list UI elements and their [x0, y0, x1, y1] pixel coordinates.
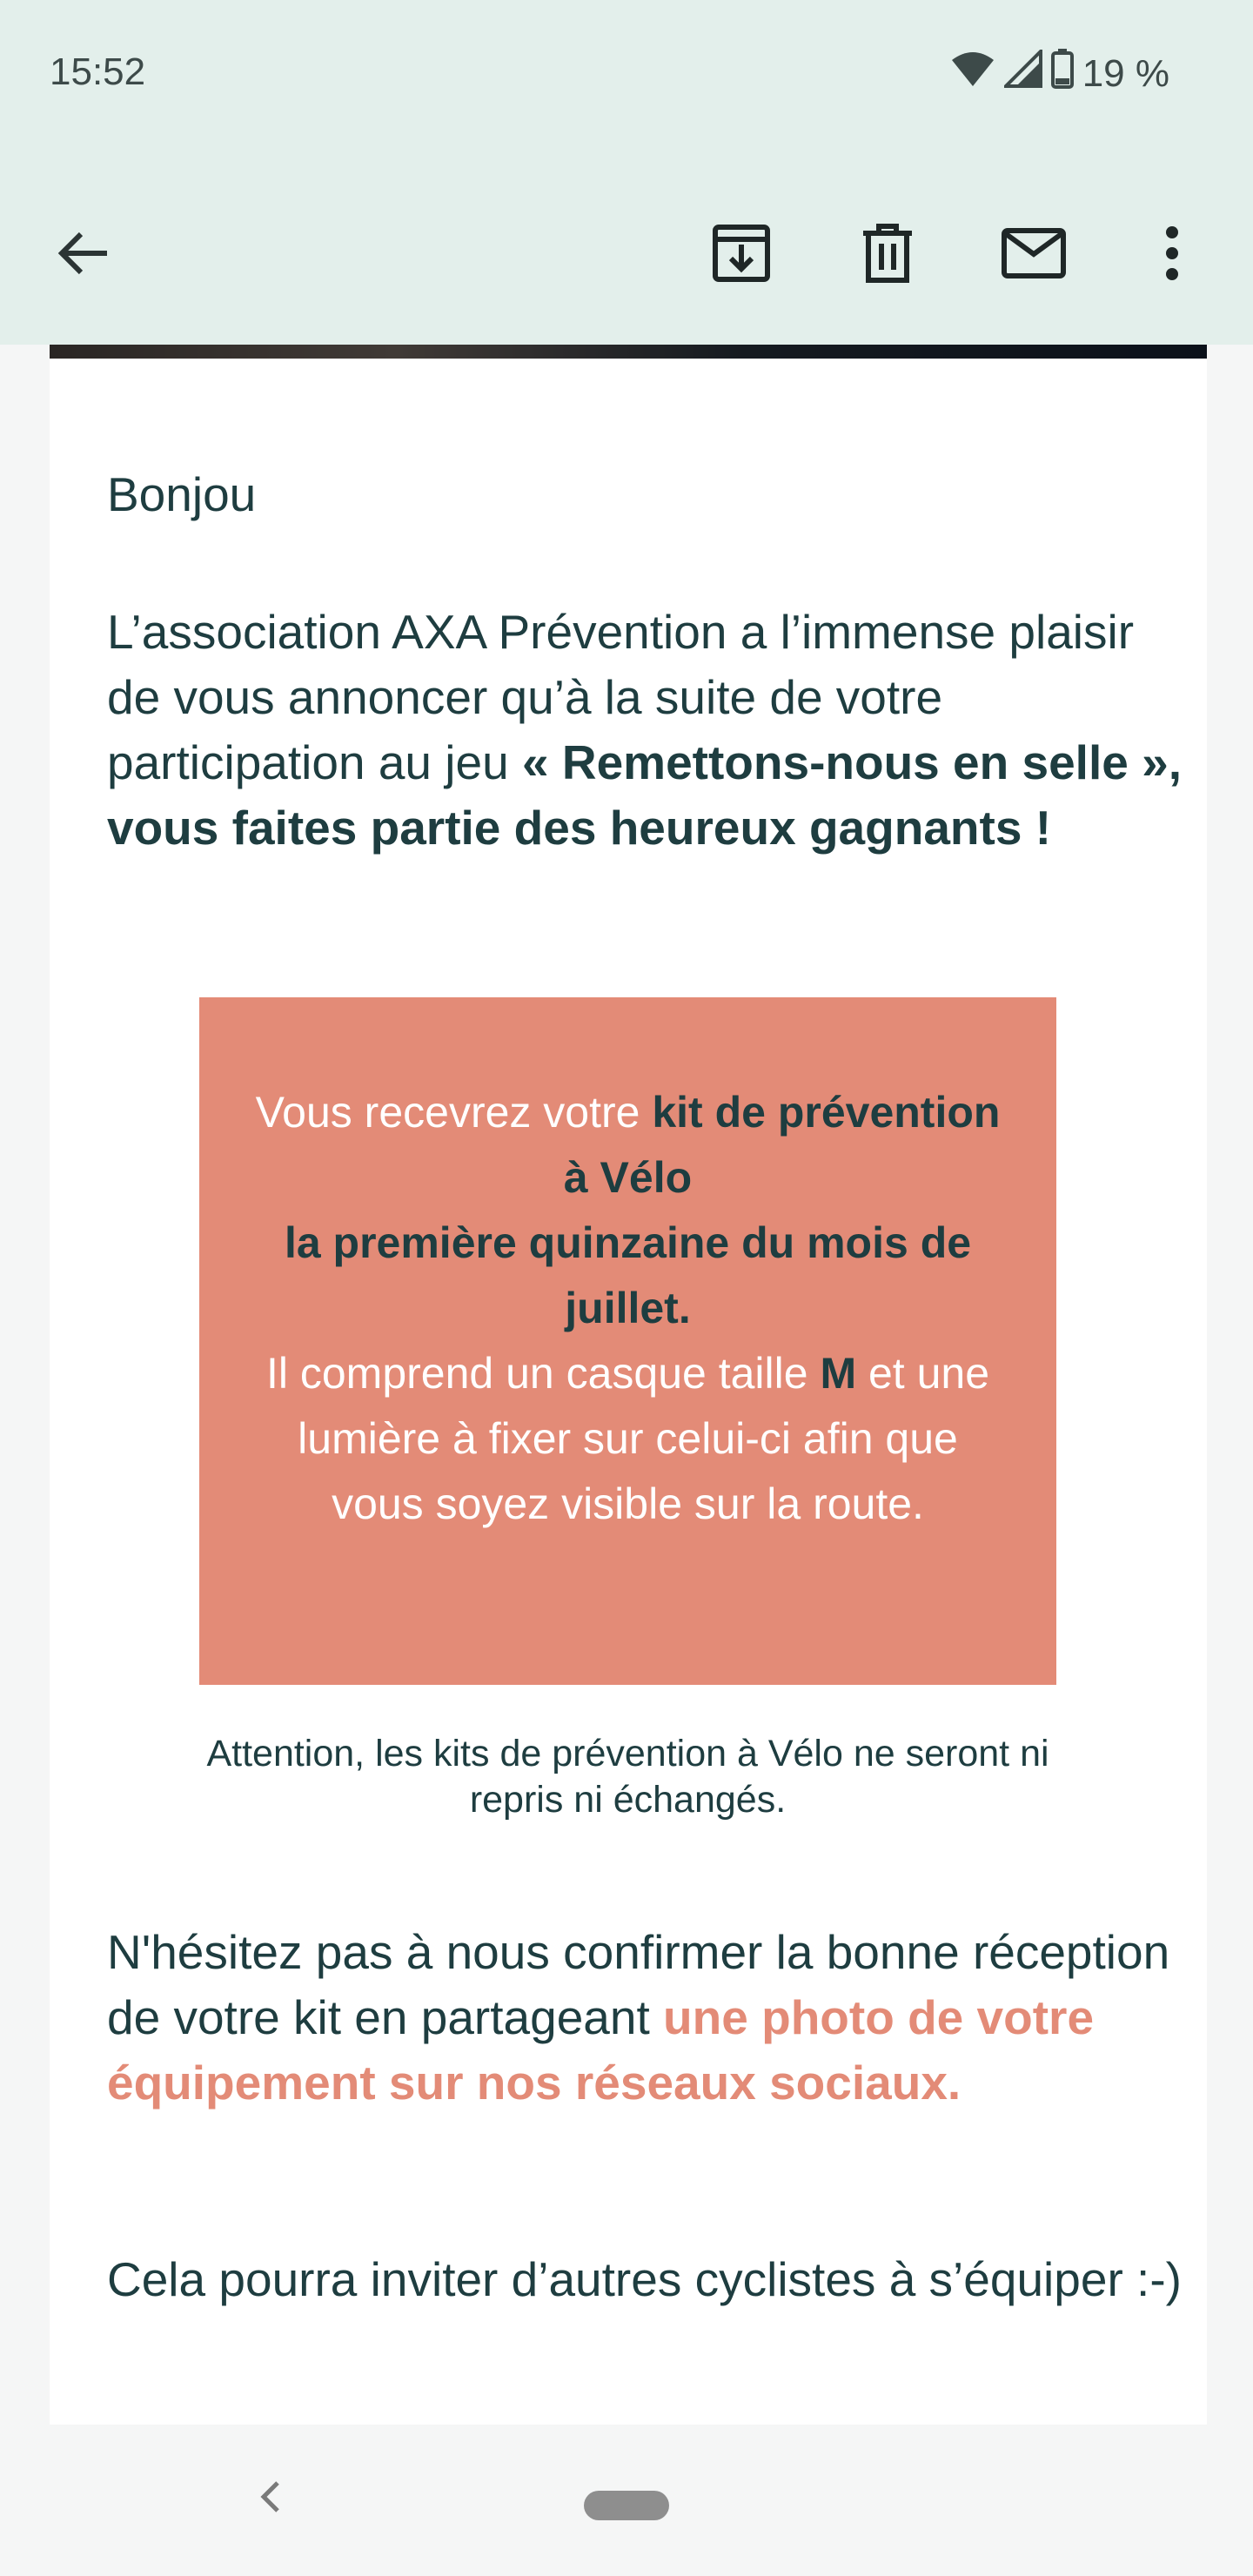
back-arrow-icon — [55, 229, 111, 282]
nav-back-button[interactable] — [249, 2477, 292, 2520]
greeting: Bonjou — [107, 467, 257, 521]
delete-icon — [861, 223, 914, 288]
redacted-name — [363, 468, 885, 524]
chevron-left-icon — [258, 2479, 283, 2519]
box-contents-text-a: Il comprend un casque taille — [265, 1349, 821, 1398]
home-pill[interactable] — [584, 2491, 669, 2520]
battery-icon — [1051, 49, 1074, 98]
battery-percent: 19 % — [1082, 51, 1169, 95]
delete-button[interactable] — [840, 207, 935, 303]
hero-image — [50, 345, 1207, 359]
back-button[interactable] — [35, 207, 131, 303]
more-options-icon — [1163, 225, 1181, 285]
toolbar — [0, 165, 1253, 345]
social-media-link[interactable]: une photo de votre équipement sur nos réseaux sociaux. — [107, 1990, 1095, 2110]
mark-unread-icon — [1002, 228, 1066, 283]
intro-paragraph — [107, 600, 1186, 861]
status-time: 15:52 — [50, 50, 146, 93]
status-icons — [950, 49, 1169, 98]
prize-info-box — [199, 997, 1056, 1685]
signal-icon — [1004, 50, 1042, 97]
wifi-icon — [950, 50, 995, 97]
email-body — [50, 345, 1207, 2425]
intro-text: L’association AXA Prévention a l’immense plaisir de vous annoncer qu’à la suite de votre participation au jeu — [107, 605, 1135, 789]
box-kit-name: kit de prévention à Vélo — [563, 1088, 1001, 1202]
archive-icon — [712, 224, 771, 287]
system-nav-bar — [0, 2425, 1253, 2576]
intro-bold-text: « Remettons-nous en selle », vous faites partie des heureux gagnants ! — [107, 735, 1182, 855]
box-helmet-size: M — [820, 1349, 857, 1398]
box-contents-text-b: et une lumière à fixer sur celui-ci afin que vous soyez visible sur la route. — [298, 1349, 990, 1528]
closing-paragraph: Cela pourra inviter d’autres cyclistes à s’équiper :-) — [107, 2252, 1182, 2306]
archive-button[interactable] — [694, 207, 789, 303]
status-bar — [0, 0, 1253, 165]
mark-unread-button[interactable] — [986, 207, 1082, 303]
confirm-paragraph — [107, 1920, 1186, 2116]
return-notice: Attention, les kits de prévention à Vélo ne seront ni repris ni échangés. — [206, 1733, 1049, 1821]
confirm-text: N'hésitez pas à nous confirmer la bonne réception de votre kit en partageant — [107, 1925, 1170, 2044]
box-delivery-date: la première quinzaine du mois de juillet. — [284, 1218, 972, 1332]
box-line1-text: Vous recevrez votre — [255, 1088, 653, 1137]
more-options-button[interactable] — [1124, 207, 1220, 303]
